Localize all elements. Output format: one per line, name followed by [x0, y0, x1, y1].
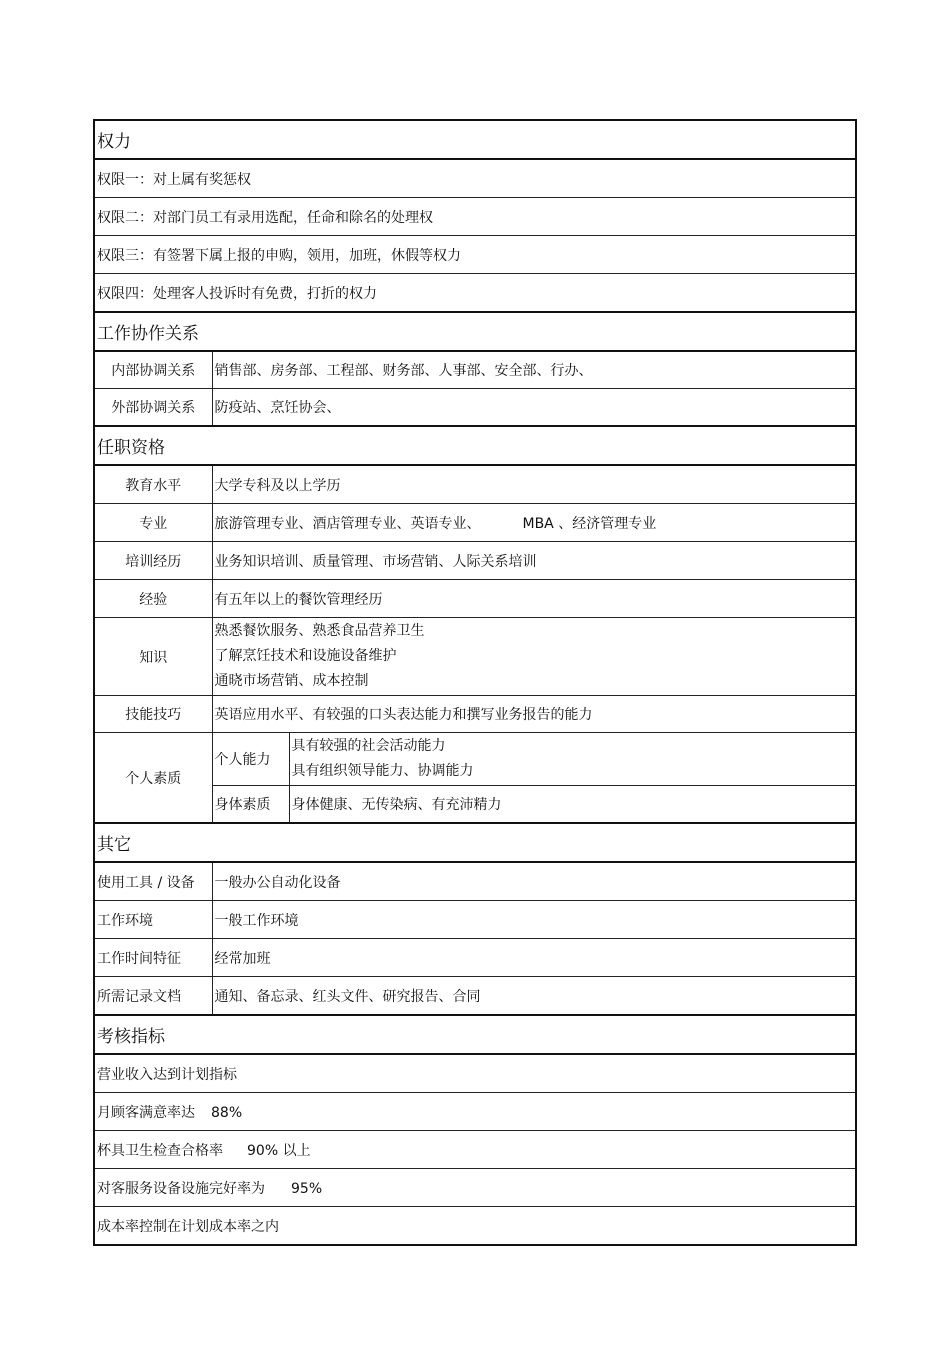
knowledge-line-3: 通晓市场营销、成本控制	[214, 673, 369, 689]
knowledge-line-2: 了解烹饪技术和设施设备维护	[214, 648, 397, 664]
ability-line-2: 具有组织领导能力、协调能力	[291, 763, 474, 779]
education-label: 教育水平	[94, 465, 212, 504]
section-qual-title: 任职资格	[94, 426, 856, 465]
personal-quality-label: 个人素质	[94, 733, 212, 824]
major-value-b: MBA 、经济管理专业	[522, 515, 657, 532]
physical-value: 身体健康、无传染病、有充沛精力	[289, 786, 856, 824]
major-label: 专业	[94, 504, 212, 542]
major-value-a: 旅游管理专业、酒店管理专业、英语专业、	[214, 515, 481, 532]
internal-coop-value: 销售部、房务部、工程部、财务部、人事部、安全部、行办、	[212, 351, 856, 389]
internal-coop-label: 内部协调关系	[94, 351, 212, 389]
kpi-item-1: 营业收入达到计划指标	[94, 1054, 856, 1093]
skill-value: 英语应用水平、有较强的口头表达能力和撰写业务报告的能力	[212, 696, 856, 733]
section-other-title: 其它	[94, 823, 856, 862]
education-value: 大学专科及以上学历	[212, 465, 856, 504]
kpi-item-2-text: 月顾客满意率达	[97, 1104, 195, 1121]
tools-label: 使用工具 / 设备	[94, 862, 212, 901]
section-power-title: 权力	[94, 120, 856, 159]
power-item-2: 权限二：对部门员工有录用选配，任命和除名的处理权	[94, 198, 856, 236]
records-value: 通知、备忘录、红头文件、研究报告、合同	[212, 977, 856, 1016]
kpi-item-3-value: 90% 以上	[247, 1142, 311, 1159]
skill-label: 技能技巧	[94, 696, 212, 733]
work-time-label: 工作时间特征	[94, 939, 212, 977]
kpi-item-4-text: 对客服务设备设施完好率为	[97, 1180, 265, 1197]
ability-line-1: 具有较强的社会活动能力	[291, 738, 446, 754]
kpi-item-3-text: 杯具卫生检查合格率	[97, 1142, 223, 1159]
kpi-item-3	[94, 1131, 856, 1169]
environment-value: 一般工作环境	[212, 901, 856, 939]
major-value	[212, 504, 856, 542]
knowledge-label: 知识	[94, 618, 212, 696]
external-coop-label: 外部协调关系	[94, 389, 212, 427]
kpi-item-2	[94, 1093, 856, 1131]
external-coop-value: 防疫站、烹饪协会、	[212, 389, 856, 427]
tools-value: 一般办公自动化设备	[212, 862, 856, 901]
job-description-sheet	[93, 119, 855, 1246]
knowledge-value	[212, 618, 856, 696]
power-item-3: 权限三：有签署下属上报的申购，领用，加班，休假等权力	[94, 236, 856, 274]
job-description-table	[93, 119, 857, 1246]
environment-label: 工作环境	[94, 901, 212, 939]
kpi-item-4-value: 95%	[291, 1180, 323, 1197]
kpi-item-4	[94, 1169, 856, 1207]
experience-value: 有五年以上的餐饮管理经历	[212, 580, 856, 618]
ability-label: 个人能力	[212, 733, 289, 786]
ability-value	[289, 733, 856, 786]
knowledge-line-1: 熟悉餐饮服务、熟悉食品营养卫生	[214, 623, 425, 639]
kpi-item-5: 成本率控制在计划成本率之内	[94, 1207, 856, 1246]
section-coop-title: 工作协作关系	[94, 312, 856, 351]
power-item-1: 权限一：对上属有奖惩权	[94, 159, 856, 198]
section-kpi-title: 考核指标	[94, 1015, 856, 1054]
records-label: 所需记录文档	[94, 977, 212, 1016]
work-time-value: 经常加班	[212, 939, 856, 977]
physical-label: 身体素质	[212, 786, 289, 824]
power-item-4: 权限四：处理客人投诉时有免费，打折的权力	[94, 274, 856, 313]
kpi-item-2-value: 88%	[211, 1104, 243, 1121]
experience-label: 经验	[94, 580, 212, 618]
training-value: 业务知识培训、质量管理、市场营销、人际关系培训	[212, 542, 856, 580]
training-label: 培训经历	[94, 542, 212, 580]
